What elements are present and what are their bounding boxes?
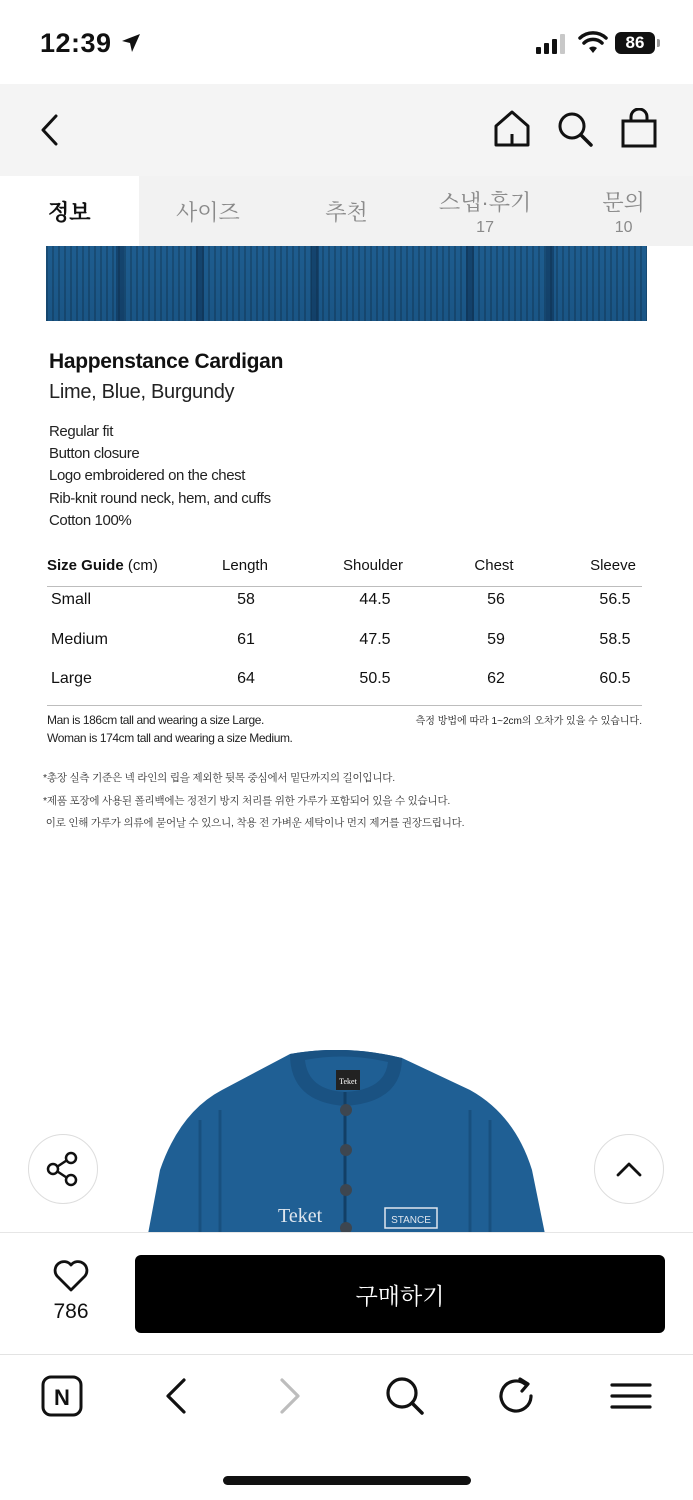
- feature-item: Regular fit: [49, 423, 113, 440]
- table-cell: 58.5: [599, 630, 631, 648]
- browser-search-icon[interactable]: [384, 1375, 426, 1417]
- status-time: 12:39: [40, 28, 112, 58]
- feature-item: Rib-knit round neck, hem, and cuffs: [49, 489, 271, 507]
- buy-button[interactable]: 구매하기: [135, 1255, 665, 1333]
- tab-inquiry[interactable]: [554, 176, 693, 246]
- naver-n-letter: N: [54, 1385, 70, 1410]
- table-cell: 56.5: [599, 591, 631, 608]
- refresh-icon[interactable]: [497, 1375, 537, 1417]
- table-row: [47, 666, 642, 706]
- home-indicator[interactable]: [223, 1476, 471, 1485]
- size-guide-title: Size Guide (cm): [47, 557, 158, 574]
- col-header-sleeve: Sleeve: [590, 557, 636, 574]
- tab-snap-review-label: 스냅·후기: [438, 189, 532, 215]
- table-cell: 64: [237, 670, 255, 687]
- knit-rib: [116, 246, 124, 321]
- table-row: [47, 627, 642, 667]
- battery-indicator: 86: [615, 32, 655, 54]
- menu-icon[interactable]: [610, 1375, 652, 1417]
- size-label: Small: [51, 591, 92, 608]
- product-image-cardigan: [140, 1050, 550, 1234]
- tab-size[interactable]: [139, 176, 278, 246]
- back-chevron-icon[interactable]: [36, 112, 64, 148]
- product-name: Happenstance Cardigan: [49, 350, 284, 373]
- search-icon[interactable]: [556, 110, 594, 148]
- feature-item: Logo embroidered on the chest: [49, 467, 246, 485]
- shopping-bag-icon[interactable]: [620, 108, 658, 148]
- tab-recommend[interactable]: [277, 176, 416, 246]
- model-size-note: [47, 711, 293, 747]
- table-cell: 47.5: [359, 630, 391, 648]
- knit-rib: [311, 246, 319, 321]
- tab-inquiry-label: 문의: [602, 189, 645, 215]
- col-header-chest: Chest: [474, 557, 514, 574]
- size-guide-table: [47, 554, 642, 706]
- knit-rib: [466, 246, 474, 321]
- share-button[interactable]: [28, 1134, 98, 1204]
- browser-forward-icon[interactable]: [276, 1375, 304, 1417]
- share-icon: [45, 1151, 81, 1187]
- measurement-tolerance-note: 측정 방법에 따라 1~2cm의 오차가 있을 수 있습니다.: [415, 716, 642, 727]
- location-arrow-icon: [120, 32, 142, 54]
- tab-recommend-label: 추천: [325, 199, 368, 225]
- table-cell: 61: [237, 630, 255, 648]
- chest-logo-left: Teket: [278, 1205, 323, 1227]
- tab-snap-review[interactable]: [416, 176, 555, 246]
- footnote-line: *총장 실측 기준은 넥 라인의 립을 제외한 뒷목 중심에서 밑단까지의 길이입니다.: [43, 772, 395, 784]
- tab-snap-review-count: 17: [476, 218, 494, 236]
- tab-size-label: 사이즈: [176, 199, 240, 225]
- top-nav-bar: [0, 84, 693, 176]
- feature-item: Cotton 100%: [49, 511, 132, 529]
- care-footnotes: [43, 767, 464, 835]
- feature-item: Button closure: [49, 445, 140, 463]
- size-table-header: [47, 554, 642, 587]
- table-cell: 62: [487, 670, 505, 687]
- like-button[interactable]: [40, 1259, 102, 1324]
- table-cell: 50.5: [359, 670, 391, 687]
- heart-icon: [52, 1259, 90, 1293]
- size-label: Large: [51, 670, 92, 687]
- model-note-woman: Woman is 174cm tall and wearing a size Medium.: [47, 731, 293, 745]
- model-note-man: Man is 186cm tall and wearing a size Large.: [47, 713, 264, 727]
- knit-rib: [546, 246, 554, 321]
- neck-tag-text: Teket: [339, 1077, 357, 1086]
- table-cell: 58: [237, 591, 255, 608]
- knit-rib: [196, 246, 204, 321]
- browser-back-icon[interactable]: [162, 1375, 190, 1417]
- chevron-up-icon: [614, 1159, 644, 1179]
- footnote-line: 이로 인해 가루가 의류에 묻어날 수 있으니, 착용 전 가벼운 세탁이나 먼지 제거를 권장드립니다.: [43, 817, 465, 829]
- table-cell: 59: [487, 630, 505, 648]
- like-count: 786: [53, 1300, 89, 1323]
- status-bar: [0, 0, 693, 84]
- size-label: Medium: [51, 630, 108, 648]
- tab-inquiry-count: 10: [614, 218, 633, 236]
- product-tabs: [0, 176, 693, 246]
- table-cell: 44.5: [359, 591, 391, 608]
- col-header-shoulder: Shoulder: [342, 557, 404, 574]
- cellular-signal-icon: [536, 34, 566, 54]
- purchase-bar: [0, 1232, 693, 1354]
- product-colors: Lime, Blue, Burgundy: [49, 381, 235, 403]
- table-row: [47, 587, 642, 627]
- tab-info-label: 정보: [48, 199, 91, 225]
- chest-logo-right: STANCE: [391, 1215, 431, 1226]
- product-features: [49, 421, 271, 532]
- footnote-line: *제품 포장에 사용된 폴리백에는 정전기 방지 처리를 위한 가루가 포함되어 있을 수 있습니다.: [43, 794, 451, 807]
- product-image-crop: [46, 246, 647, 321]
- battery-tip: [657, 39, 660, 47]
- col-header-length: Length: [222, 557, 268, 574]
- home-icon[interactable]: [492, 108, 532, 148]
- table-cell: 56: [487, 591, 505, 608]
- scroll-to-top-button[interactable]: [594, 1134, 664, 1204]
- tab-info[interactable]: [0, 176, 139, 246]
- naver-home-icon[interactable]: [41, 1375, 83, 1417]
- table-cell: 60.5: [599, 670, 631, 687]
- wifi-icon: [578, 31, 608, 55]
